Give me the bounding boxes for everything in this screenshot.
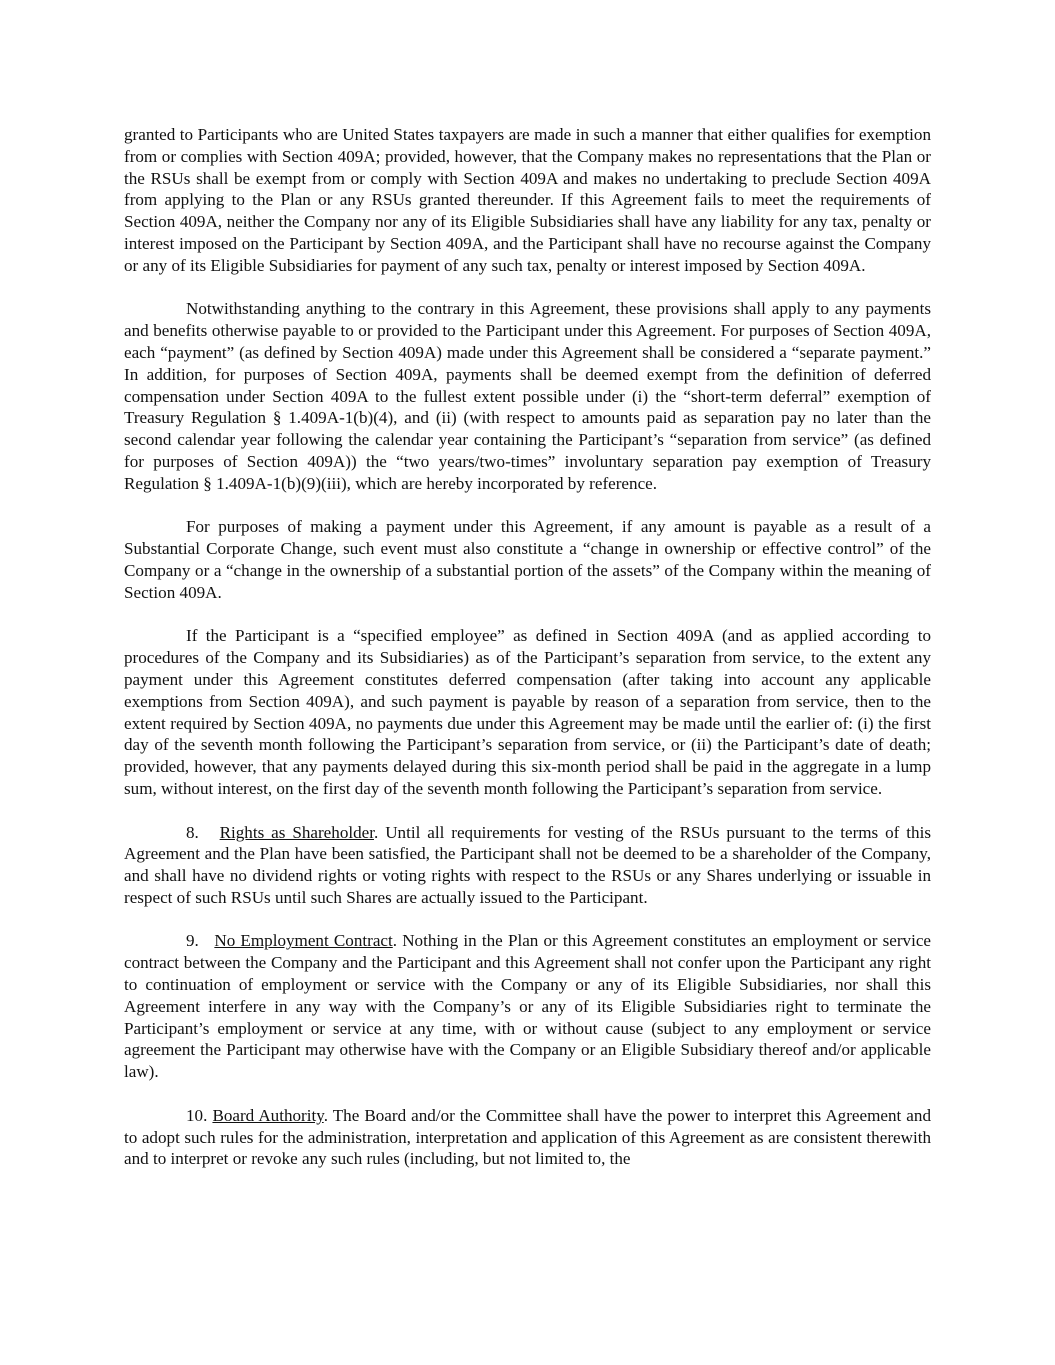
section-heading: Board Authority (212, 1105, 324, 1125)
section-number: 9. (186, 931, 199, 951)
paragraph-corporate-change: For purposes of making a payment under this Agreement, if any amount is payable as a result of a Substantial Corporate Change, such event must also constitute a “change in ownership or effective control” of the Company or a “change in the ownership of a substantial portion of the assets” of the Company within the meaning of Section 409A. (124, 517, 931, 602)
paragraph-409a-compliance: granted to Participants who are United States taxpayers are made in such a manner that either qualifies for exemption from or complies with Section 409A; provided, however, that the Company makes no representations that the Plan or the RSUs shall be exempt from or comply with Section 409A and makes no undertaking to preclude Section 409A from applying to the Plan or any RSUs granted thereunder. If this Agreement fails to meet the requirements of Section 409A, neither the Company nor any of its Eligible Subsidiaries shall have any liability for any tax, penalty or interest imposed on the Participant by Section 409A, and the Participant shall have no recourse against the Company or any of its Eligible Subsidiaries for payment of any such tax, penalty or interest imposed by Section 409A. (124, 125, 931, 275)
section-board-authority (124, 1105, 931, 1170)
section-number: 10. (186, 1105, 208, 1125)
section-heading: Rights as Shareholder (219, 822, 374, 842)
paragraph-specified-employee: If the Participant is a “specified employee” as defined in Section 409A (and as applied according to procedures of the Company and its Subsidiaries) as of the Participant’s separation from service, to the extent any payment under this Agreement constitutes deferred compensation (after taking into account any applicable exemptions from Section 409A), and such payment is payable by reason of a separation from service, then to the extent required by Section 409A, no payments due under this Agreement may be made until the earlier of: (i) the first day of the seventh month following the Participant’s separation from service, or (ii) the Participant’s date of death; provided, however, that any payments delayed during this six-month period shall be paid in the aggregate in a lump sum, without interest, on the first day of the seventh month following the Participant’s separation from service. (124, 626, 931, 798)
document-page (124, 124, 931, 1192)
section-body: . The Board and/or the Committee shall have the power to interpret this Agreement and to adopt such rules for the administration, interpretation and application of this Agreement as are consistent therewith and to interpret or revoke any such rules (including, but not limited to, the (124, 1105, 931, 1169)
section-heading: No Employment Contract (214, 931, 393, 951)
section-no-employment-contract (124, 930, 931, 1083)
section-body: . Until all requirements for vesting of the RSUs pursuant to the terms of this Agreement and the Plan have been satisfied, the Participant shall not be deemed to be a shareholder of the Company, and shall have no dividend rights or voting rights with respect to the RSUs or any Shares underlying or issuable in respect of such RSUs until such Shares are actually issued to the Participant. (124, 822, 931, 907)
paragraph-separate-payments: Notwithstanding anything to the contrary in this Agreement, these provisions shall apply to any payments and benefits otherwise payable to or provided to the Participant under this Agreement. For purposes of Section 409A, each “payment” (as defined by Section 409A) made under this Agreement shall be considered a “separate payment.” In addition, for purposes of Section 409A, payments shall be deemed exempt from the definition of deferred compensation under Section 409A to the fullest extent possible under (i) the “short-term deferral” exemption of Treasury Regulation § 1.409A-1(b)(4), and (ii) (with respect to amounts paid as separation pay no later than the second calendar year following the calendar year containing the Participant’s “separation from service” (as defined for purposes of Section 409A)) the “two years/two-times” involuntary separation pay exemption of Treasury Regulation § 1.409A-1(b)(9)(iii), which are hereby incorporated by reference. (124, 299, 931, 493)
section-number: 8. (186, 822, 199, 842)
section-body: . Nothing in the Plan or this Agreement constitutes an employment or service contract between the Company and the Participant and this Agreement shall not confer upon the Participant any right to continuation of employment or service with the Company or any of its Eligible Subsidiaries, nor shall this Agreement interfere in any way with the Company’s or any of its Eligible Subsidiaries right to terminate the Participant’s employment or service at any time, with or without cause (subject to any employment or service agreement the Participant may otherwise have with the Company or an Eligible Subsidiary thereof and/or applicable law). (124, 931, 931, 1082)
section-rights-as-shareholder (124, 822, 931, 909)
